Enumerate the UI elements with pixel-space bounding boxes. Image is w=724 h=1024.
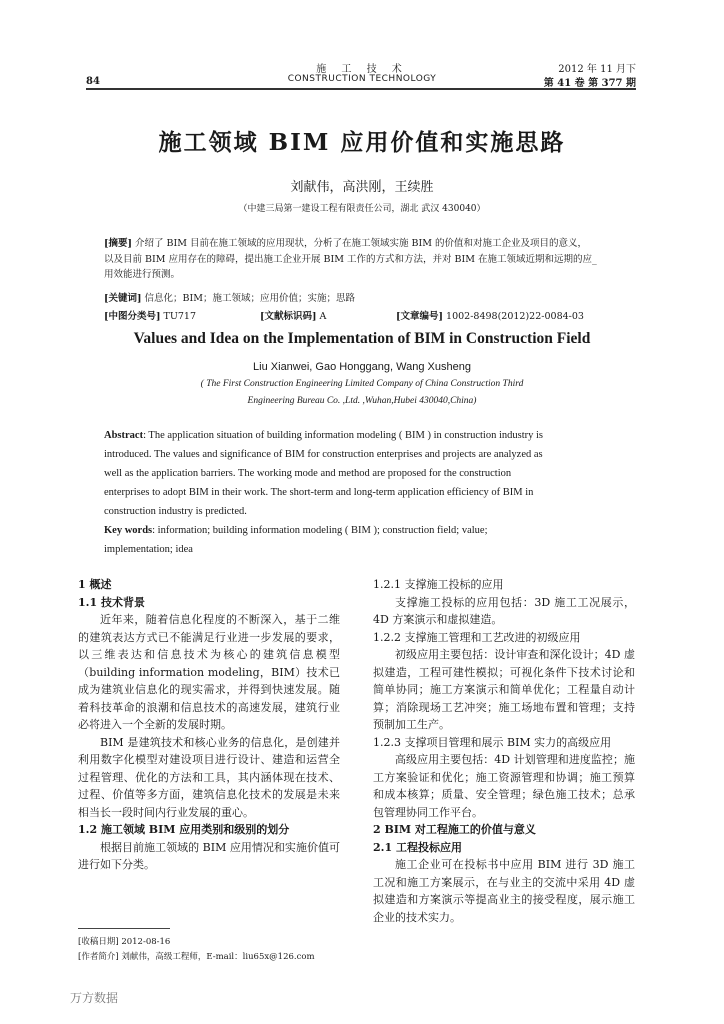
abstract-en-label: Abstract xyxy=(104,430,144,441)
classification-row xyxy=(104,308,644,322)
keywords-en-label: Key words xyxy=(104,525,153,536)
body-paragraph: 施工企业可在投标书中应用 BIM 进行 3D 施工工况和施工方案展示，在与业主的交流中采用 4D 虚拟建造和方案演示等提高业主的接受程度，展示施工企业的技术实力。 xyxy=(373,858,635,924)
body-paragraph: 初级应用主要包括：设计审查和深化设计；4D 虚拟建造，工程可建性模拟；可视化条件下技术讨论和简单协同；施工方案演示和简单优化；工程量自动计算；消除现场工艺冲突；施工场地布置和管理；支持预制加工生产。 xyxy=(373,648,635,731)
keywords-en-line: implementation; idea xyxy=(104,544,193,555)
section-heading: 2 BIM 对工程施工的价值与意义 xyxy=(373,823,536,836)
clc-label: [中图分类号] xyxy=(104,311,161,322)
keywords-cn xyxy=(104,291,624,307)
authors-en: Liu Xianwei, Gao Honggang, Wang Xusheng xyxy=(253,361,471,373)
affiliation-en-line: Engineering Bureau Co. ,Ltd. ,Wuhan,Hubei 430040,China) xyxy=(247,396,477,406)
article-number-value: 1002-8498(2012)22-0084-03 xyxy=(446,311,584,322)
body-paragraph: 高级应用主要包括：4D 计划管理和进度监控；施工方案验证和优化；施工资源管理和协调；施工预算和成本核算；质量、安全管理；绿色施工技术；总承包管理协同工作平台。 xyxy=(373,753,635,819)
abstract-en-line: enterprises to adopt BIM in their work. The short-term and long-term application efficiency of BIM in xyxy=(104,487,534,498)
authors-cn: 刘献伟，高洪刚，王续胜 xyxy=(290,180,434,195)
abstract-cn xyxy=(104,236,624,283)
doc-code-value: A xyxy=(319,311,327,322)
footnote-received: [收稿日期] 2012-08-16 xyxy=(78,937,171,947)
keywords-en xyxy=(104,521,624,559)
section-heading: 2.1 工程投标应用 xyxy=(373,840,462,854)
keywords-en-line: : information; building information modeling ( BIM ); construction field; value; xyxy=(152,525,488,536)
affiliation-en-line: ( The First Construction Engineering Limited Company of China Construction Third xyxy=(200,379,524,389)
abstract-cn-line: 用效能进行预测。 xyxy=(104,269,181,280)
body-paragraph: 近年来，随着信息化程度的不断深入，基于二维的建筑表达方式已不能满足行业进一步发展的要求，以三维表达和信息技术为核心的建筑信息模型（building information modeling，BIM）技术已成为建筑业信息化的现实需求，并得到快速发展。随着科技革命的浪潮和信息技术的高速发展，建筑行业必将进入一个全新的发展时期。 xyxy=(78,613,340,731)
volume-issue: 第 41 卷 第 377 期 xyxy=(543,78,636,89)
doc-code-label: [文献标识码] xyxy=(260,311,317,322)
section-heading: 1.2 施工领域 BIM 应用类别和级别的划分 xyxy=(78,823,290,836)
abstract-en-line: well as the application barriers. The working mode and method are proposed for the construction xyxy=(104,468,512,479)
body-left-column xyxy=(78,576,340,874)
body-paragraph: BIM 是建筑技术和核心业务的信息化，是创建并利用数字化模型对建设项目进行设计、建造和运营全过程管理、优化的方法和工具，其内涵体现在技术、过程、价值等多方面，建筑信息化技术的发展是未来相当长一段时间内行业发展的重心。 xyxy=(78,735,340,819)
header-rule xyxy=(86,88,636,90)
title-cn: 施工领域 BIM 应用价值和实施思路 xyxy=(158,129,566,156)
article-number-label: [文章编号] xyxy=(396,311,443,322)
abstract-en-line: : The application situation of building information modeling ( BIM ) in construction industry is xyxy=(143,430,544,441)
keywords-cn-text: 信息化；BIM；施工领域；应用价值；实施；思路 xyxy=(144,293,355,304)
page-number: 84 xyxy=(86,76,100,87)
abstract-cn-label: [摘要] xyxy=(104,238,132,249)
keywords-cn-label: [关键词] xyxy=(104,293,142,304)
body-paragraph: 根据目前施工领域的 BIM 应用情况和实施价值可进行如下分类。 xyxy=(78,840,340,871)
journal-name-en: CONSTRUCTION TECHNOLOGY xyxy=(287,74,437,84)
title-en: Values and Idea on the Implementation of BIM in Construction Field xyxy=(133,330,591,347)
section-heading: 1.2.1 支撑施工投标的应用 xyxy=(373,578,504,591)
watermark: 万方数据 xyxy=(70,991,119,1005)
abstract-en-line: construction industry is predicted. xyxy=(104,506,247,517)
issue-date: 2012 年 11 月下 xyxy=(558,64,636,75)
footnote-author: [作者简介] 刘献伟，高级工程师，E-mail：liu65x@126.com xyxy=(78,952,315,962)
affiliation-cn: （中建三局第一建设工程有限责任公司，湖北 武汉 430040） xyxy=(238,204,486,214)
clc-value: TU717 xyxy=(163,311,197,322)
journal-name-cn: 施 工 技 术 xyxy=(316,64,408,75)
body-paragraph: 支撑施工投标的应用包括：3D 施工工况展示，4D 方案演示和虚拟建造。 xyxy=(373,595,635,626)
section-heading: 1 概述 xyxy=(78,578,112,591)
abstract-cn-line: 介绍了 BIM 目前在施工领域的应用现状，分析了在施工领域实施 BIM 的价值和对施工企业及项目的意义， xyxy=(135,238,588,249)
abstract-en-line: introduced. The values and significance of BIM for construction enterprises and projects are analyzed as xyxy=(104,449,543,460)
abstract-cn-line: 以及目前 BIM 应用存在的障碍，提出施工企业开展 BIM 工作的方式和方法，并对 BIM 在施工领域近期和远期的应_ xyxy=(104,253,597,265)
footnote-rule xyxy=(78,928,170,929)
section-heading: 1.2.2 支撑施工管理和工艺改进的初级应用 xyxy=(373,630,581,644)
section-heading: 1.2.3 支撑项目管理和展示 BIM 实力的高级应用 xyxy=(373,735,612,749)
body-right-column xyxy=(373,576,635,926)
section-heading: 1.1 技术背景 xyxy=(78,595,145,609)
abstract-en xyxy=(104,426,624,521)
